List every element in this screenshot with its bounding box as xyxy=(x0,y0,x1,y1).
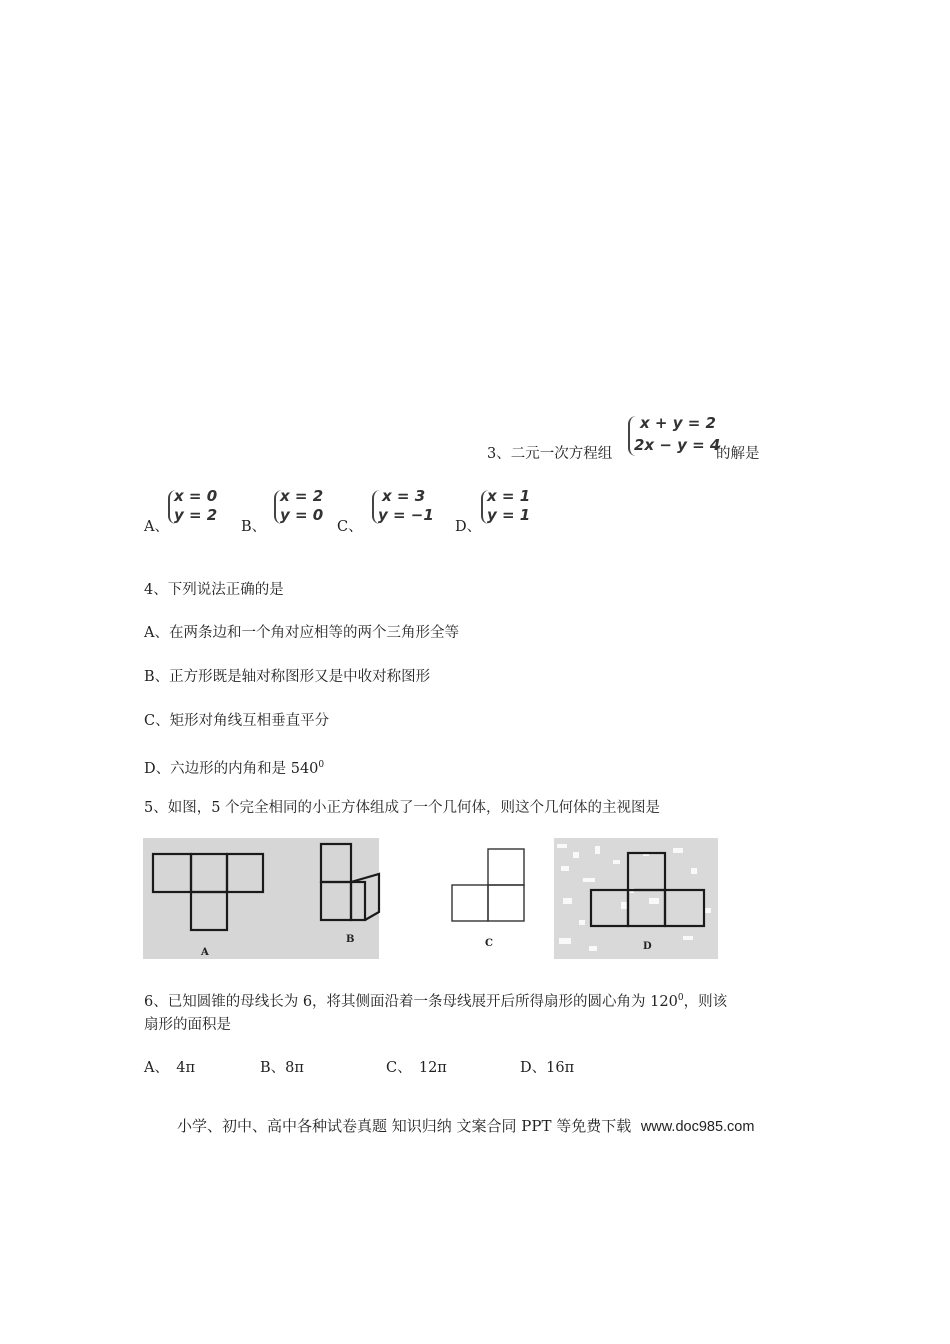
q3-option-c-label: C、 xyxy=(337,519,363,535)
q3-option-c-eq2: y = −1 xyxy=(378,506,434,524)
q6-option-c: C、 12π xyxy=(386,1060,447,1076)
q3-option-a-label: A、 xyxy=(144,519,169,535)
q3-option-d-label: D、 xyxy=(455,519,482,535)
q4-option-c: C、矩形对角线互相垂直平分 xyxy=(144,713,330,729)
footer-text: 小学、初中、高中各种试卷真题 知识归纳 文案合同 PPT 等免费下载 xyxy=(177,1117,632,1135)
q3-option-a-eq2: y = 2 xyxy=(174,506,218,524)
q6-line1 xyxy=(144,988,727,1012)
q4-option-d-text: D、六边形的内角和是 540 xyxy=(144,761,319,777)
q5-figure-svg xyxy=(143,838,718,959)
q3-option-c-system xyxy=(370,486,450,530)
q4-option-b: B、正方形既是轴对称图形又是中收对称图形 xyxy=(144,669,431,685)
q4-stem: 4、下列说法正确的是 xyxy=(144,582,284,598)
q6-line1-text: 6、已知圆锥的母线长为 6，将其侧面沿着一条母线展开后所得扇形的圆心角为 120 xyxy=(144,994,678,1010)
q4-option-a: A、在两条边和一个角对应相等的两个三角形全等 xyxy=(144,625,459,641)
q6-line1-tail: ，则该 xyxy=(683,994,728,1010)
q6-option-b: B、8π xyxy=(260,1060,304,1076)
q3-prefix: 3、二元一次方程组 xyxy=(487,446,613,462)
q3-option-d-eq1: x = 1 xyxy=(487,487,531,505)
fig-label-a: A xyxy=(201,947,209,958)
q3-option-b-eq2: y = 0 xyxy=(280,506,324,524)
q6-line2: 扇形的面积是 xyxy=(144,1017,231,1033)
page-footer xyxy=(177,1115,754,1136)
q5-figure xyxy=(143,838,718,959)
q3-suffix: 的解是 xyxy=(716,446,760,462)
q3-eq2: 2x − y = 4 xyxy=(634,436,721,454)
q3-equation-system xyxy=(626,412,726,462)
q5-stem: 5、如图，5 个完全相同的小正方体组成了一个几何体，则这个几何体的主视图是 xyxy=(144,800,661,816)
fig-label-c: C xyxy=(485,938,493,949)
q6-option-a: A、 4π xyxy=(144,1060,195,1076)
degree-mark: 0 xyxy=(677,993,684,1003)
q3-option-b-label: B、 xyxy=(241,519,267,535)
q3-option-c-eq1: x = 3 xyxy=(382,487,426,505)
q3-eq1: x + y = 2 xyxy=(640,414,716,432)
q3-option-a-system xyxy=(166,486,236,530)
q4-option-d xyxy=(144,755,324,779)
fig-label-b: B xyxy=(346,934,355,945)
fig-a-b-bg xyxy=(143,838,379,959)
q6-option-d: D、16π xyxy=(520,1060,575,1076)
q3-option-a-eq1: x = 0 xyxy=(174,487,218,505)
q3-option-d-system xyxy=(479,486,549,530)
q3-option-b-system xyxy=(272,486,342,530)
fig-c-bg xyxy=(379,838,554,959)
fig-label-d: D xyxy=(643,941,652,952)
q3-option-b-eq1: x = 2 xyxy=(280,487,324,505)
footer-url[interactable]: www.doc985.com xyxy=(640,1119,755,1135)
q3-option-d-eq2: y = 1 xyxy=(487,506,531,524)
degree-mark: 0 xyxy=(318,760,325,770)
